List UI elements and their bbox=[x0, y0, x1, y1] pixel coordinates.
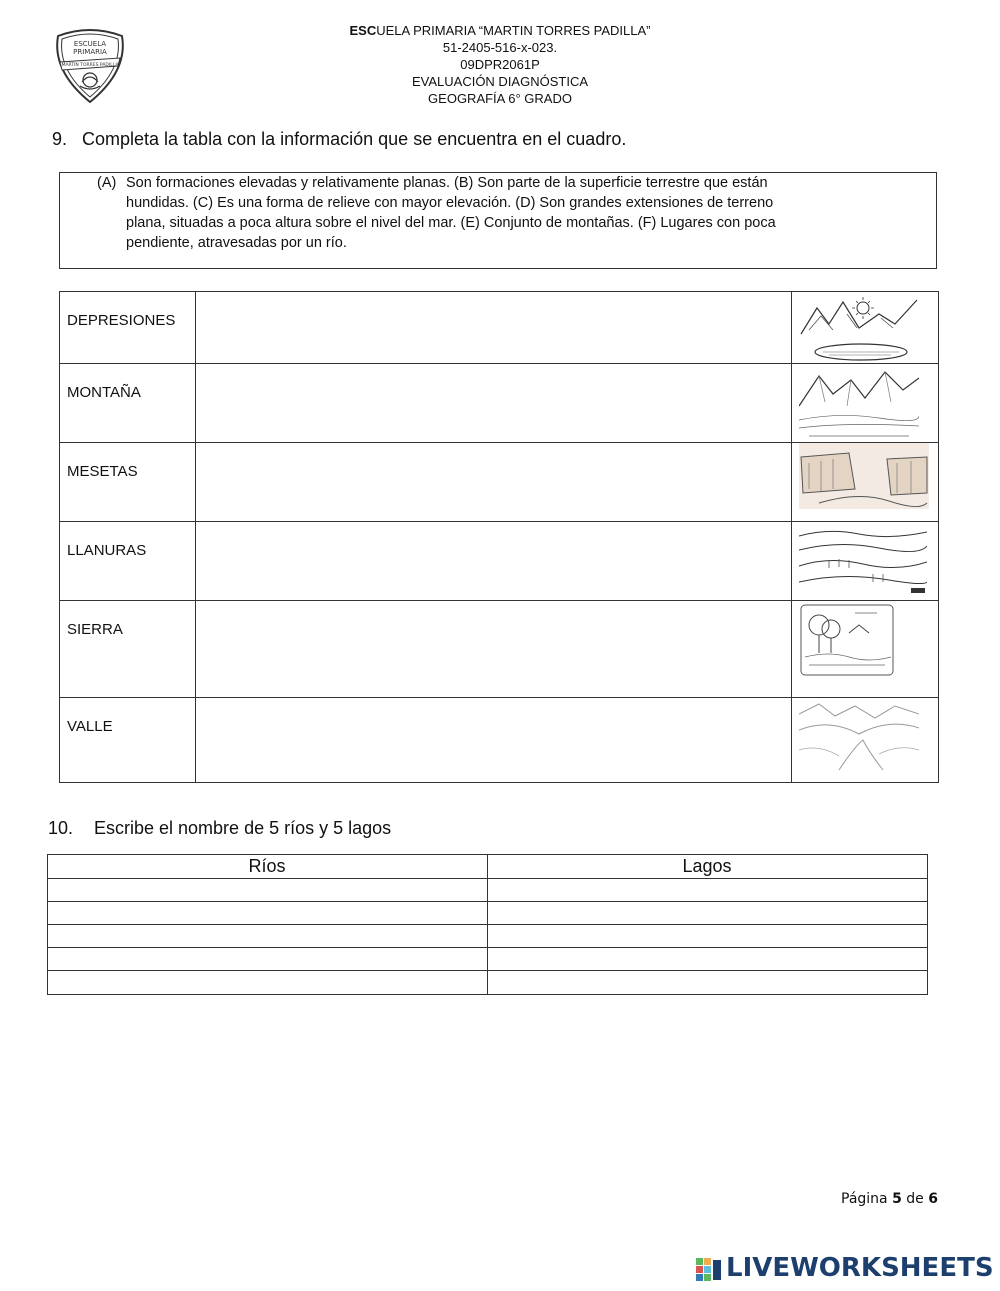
lake-depression-icon bbox=[799, 294, 919, 362]
relief-label: SIERRA bbox=[67, 621, 123, 638]
relief-row bbox=[59, 600, 939, 697]
page-total: 6 bbox=[928, 1191, 938, 1207]
school-header bbox=[300, 22, 700, 107]
relief-label: DEPRESIONES bbox=[67, 312, 176, 329]
mountain-icon bbox=[799, 366, 919, 440]
liveworksheets-logo-icon bbox=[696, 1258, 722, 1282]
question-9-number: 9. bbox=[52, 129, 68, 149]
option-line: pendiente, atravesadas por un río. bbox=[126, 235, 347, 251]
relief-row bbox=[59, 363, 939, 442]
table-border bbox=[927, 854, 928, 995]
option-line: hundidas. (C) Es una forma de relieve con mayor elevación. (D) Son grandes extensiones de terreno bbox=[126, 195, 774, 211]
plateau-icon bbox=[799, 443, 929, 509]
question-9-text: Completa la tabla con la información que se encuentra en el cuadro. bbox=[82, 129, 627, 149]
rios-header: Ríos bbox=[248, 856, 286, 876]
page-number bbox=[841, 1191, 938, 1207]
rio-input[interactable] bbox=[49, 949, 485, 969]
lagos-header: Lagos bbox=[682, 856, 732, 876]
brand-name: LIVEWORKSHEETS bbox=[726, 1253, 994, 1283]
answer-cell[interactable] bbox=[197, 445, 789, 520]
relief-row bbox=[59, 442, 939, 521]
answer-cell[interactable] bbox=[197, 294, 789, 362]
lago-input[interactable] bbox=[489, 880, 925, 900]
svg-text:MARTIN TORRES PADILLA: MARTIN TORRES PADILLA bbox=[61, 63, 119, 68]
question-10-number: 10. bbox=[48, 818, 74, 838]
school-logo bbox=[52, 26, 128, 104]
relief-label: LLANURAS bbox=[67, 542, 147, 559]
school-name: UELA PRIMARIA “MARTIN TORRES PADILLA” bbox=[376, 23, 651, 38]
question-10-text: Escribe el nombre de 5 ríos y 5 lagos bbox=[94, 818, 392, 838]
question-9 bbox=[52, 129, 626, 150]
option-line: Son formaciones elevadas y relativamente planas. (B) Son parte de la superficie terrestre que están bbox=[126, 175, 768, 191]
rio-input[interactable] bbox=[49, 903, 485, 923]
page-current: 5 bbox=[892, 1191, 902, 1207]
school-code: 51-2405-516-x-023. bbox=[442, 40, 558, 55]
school-cct: 09DPR2061P bbox=[460, 57, 540, 72]
answer-cell[interactable] bbox=[197, 366, 789, 441]
lago-input[interactable] bbox=[489, 949, 925, 969]
sierra-icon bbox=[799, 603, 895, 677]
page-of: de bbox=[906, 1191, 924, 1207]
answer-cell[interactable] bbox=[197, 524, 789, 599]
relief-table bbox=[59, 291, 939, 783]
relief-label: VALLE bbox=[67, 718, 113, 735]
relief-row bbox=[59, 521, 939, 600]
answer-cell[interactable] bbox=[197, 700, 789, 780]
valley-icon bbox=[799, 700, 919, 772]
rivers-lakes-table bbox=[47, 854, 928, 995]
relief-row bbox=[59, 291, 939, 363]
plain-icon bbox=[799, 524, 927, 596]
relief-row bbox=[59, 697, 939, 783]
rio-input[interactable] bbox=[49, 880, 485, 900]
school-name-bold: ESC bbox=[349, 23, 377, 38]
question-10 bbox=[48, 818, 391, 839]
lago-input[interactable] bbox=[489, 926, 925, 946]
svg-text:ESCUELA: ESCUELA bbox=[73, 40, 107, 48]
relief-label: MONTAÑA bbox=[67, 384, 141, 401]
evaluation-title: EVALUACIÓN DIAGNÓSTICA bbox=[411, 74, 588, 89]
rio-input[interactable] bbox=[49, 926, 485, 946]
svg-text:PRIMARIA: PRIMARIA bbox=[73, 48, 107, 56]
option-line: plana, situadas a poca altura sobre el nivel del mar. (E) Conjunto de montañas. (F) Lugares con poca bbox=[126, 215, 776, 231]
options-box bbox=[59, 172, 937, 269]
relief-label: MESETAS bbox=[67, 463, 138, 480]
rio-input[interactable] bbox=[49, 972, 485, 993]
lago-input[interactable] bbox=[489, 972, 925, 993]
page-word: Página bbox=[841, 1191, 888, 1207]
subject-title: GEOGRAFÍA 6° GRADO bbox=[428, 91, 572, 106]
lago-input[interactable] bbox=[489, 903, 925, 923]
answer-cell[interactable] bbox=[197, 603, 789, 696]
options-label: (A) bbox=[97, 175, 117, 191]
